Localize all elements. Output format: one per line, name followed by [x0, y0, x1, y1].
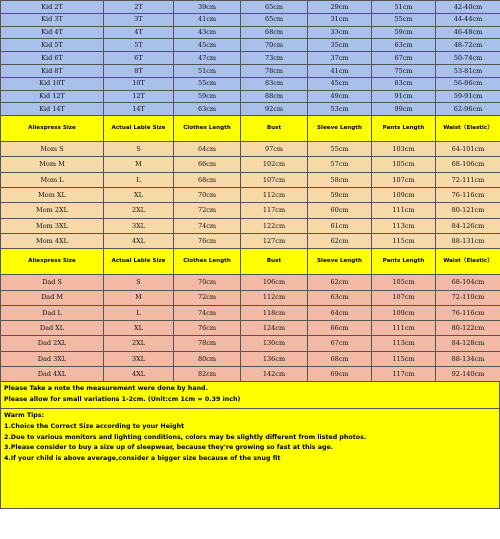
table-cell: 80-121cm [436, 203, 500, 218]
table-cell: S [104, 142, 174, 157]
table-cell: 63cm [372, 39, 436, 52]
kid-row [1, 39, 500, 52]
mom-row [1, 188, 500, 203]
table-cell: 68cm [308, 351, 372, 366]
table-cell: Mom S [1, 142, 104, 157]
column-header: Actual Lable Size [104, 116, 174, 142]
column-header: Actual Lable Size [104, 249, 174, 275]
table-cell: Kid 4T [1, 26, 104, 39]
table-cell: 68-104cm [436, 275, 500, 290]
table-cell: 12T [104, 90, 174, 103]
table-cell: 10T [104, 77, 174, 90]
table-cell: 107cm [241, 172, 308, 187]
table-cell: XL [104, 321, 174, 336]
table-cell: 117cm [372, 367, 436, 382]
dad-row [1, 351, 500, 366]
mom-row [1, 172, 500, 187]
table-cell: L [104, 305, 174, 320]
table-cell: 118cm [241, 305, 308, 320]
table-cell: 6T [104, 52, 174, 65]
table-cell: 45cm [174, 39, 241, 52]
table-cell: 65cm [241, 1, 308, 14]
table-cell: 55cm [308, 142, 372, 157]
table-cell: 105cm [372, 275, 436, 290]
table-cell: 76-116cm [436, 188, 500, 203]
table-cell: 65cm [241, 13, 308, 26]
table-cell: 84-128cm [436, 336, 500, 351]
table-cell: 109cm [372, 188, 436, 203]
table-cell: S [104, 275, 174, 290]
warm-tips [0, 409, 500, 509]
table-cell: 105cm [372, 157, 436, 172]
table-cell: 61cm [308, 218, 372, 233]
table-cell: 44-44cm [436, 13, 500, 26]
table-cell: 72-110cm [436, 290, 500, 305]
table-cell: Kid 8T [1, 64, 104, 77]
warm-tip-2: 2.Due to various monitors and lighting conditions, colors may be slightly different from listed photos. [4, 433, 367, 441]
table-cell: Dad S [1, 275, 104, 290]
table-cell: 117cm [241, 203, 308, 218]
size-table-body [1, 1, 500, 382]
table-cell: Dad L [1, 305, 104, 320]
dad-row [1, 305, 500, 320]
table-cell: Kid 6T [1, 52, 104, 65]
warm-tip-4: 4.If your child is above average,consider a bigger size because of the snug fit [4, 454, 281, 462]
table-cell: 75cm [372, 64, 436, 77]
table-cell: Kid 10T [1, 77, 104, 90]
dad-row [1, 290, 500, 305]
table-cell: 42-40cm [436, 1, 500, 14]
table-cell: 68cm [241, 26, 308, 39]
column-header: Clothes Length [174, 249, 241, 275]
table-cell: 70cm [241, 39, 308, 52]
table-cell: L [104, 172, 174, 187]
table-cell: 2T [104, 1, 174, 14]
table-cell: Kid 3T [1, 13, 104, 26]
table-cell: Dad M [1, 290, 104, 305]
table-cell: 74cm [174, 305, 241, 320]
kid-row [1, 77, 500, 90]
table-cell: 109cm [372, 305, 436, 320]
table-cell: 53cm [308, 103, 372, 116]
table-cell: 115cm [372, 351, 436, 366]
table-cell: Kid 5T [1, 39, 104, 52]
table-cell: 67cm [372, 52, 436, 65]
table-cell: 55cm [174, 77, 241, 90]
table-cell: 73cm [241, 52, 308, 65]
column-header: Bust [241, 116, 308, 142]
table-cell: 124cm [241, 321, 308, 336]
table-cell: 66cm [308, 321, 372, 336]
table-cell: 102cm [241, 157, 308, 172]
table-cell: 4XL [104, 367, 174, 382]
table-cell: 57cm [308, 157, 372, 172]
table-cell: Mom 4XL [1, 233, 104, 248]
table-cell: 63cm [174, 103, 241, 116]
warm-tips-title: Warm Tips: [4, 412, 45, 420]
table-cell: Dad 3XL [1, 351, 104, 366]
table-cell: 43cm [174, 26, 241, 39]
dad-row [1, 321, 500, 336]
table-cell: 69cm [308, 367, 372, 382]
table-cell: 41cm [308, 64, 372, 77]
table-cell: 4XL [104, 233, 174, 248]
table-cell: 107cm [372, 290, 436, 305]
table-cell: M [104, 290, 174, 305]
table-cell: Mom M [1, 157, 104, 172]
table-cell: 3XL [104, 351, 174, 366]
table-cell: 92cm [241, 103, 308, 116]
table-cell: 83cm [372, 77, 436, 90]
table-cell: 106cm [241, 275, 308, 290]
table-cell: 76cm [174, 321, 241, 336]
table-cell: 78cm [241, 64, 308, 77]
table-cell: 68cm [174, 172, 241, 187]
table-cell: 80cm [174, 351, 241, 366]
table-cell: 47cm [174, 52, 241, 65]
table-cell: 70cm [174, 275, 241, 290]
table-cell: 111cm [372, 321, 436, 336]
table-cell: 33cm [308, 26, 372, 39]
mom-row [1, 157, 500, 172]
table-cell: 62-96cm [436, 103, 500, 116]
table-cell: 51cm [174, 64, 241, 77]
table-cell: 74cm [174, 218, 241, 233]
table-cell: Dad 4XL [1, 367, 104, 382]
table-cell: 112cm [241, 188, 308, 203]
table-cell: Kid 2T [1, 1, 104, 14]
table-cell: 142cm [241, 367, 308, 382]
table-cell: 103cm [372, 142, 436, 157]
column-header: Sleeve Length [308, 116, 372, 142]
table-cell: 72cm [174, 203, 241, 218]
table-cell: 3T [104, 13, 174, 26]
table-cell: 48-72cm [436, 39, 500, 52]
table-cell: 112cm [241, 290, 308, 305]
table-cell: 88cm [241, 90, 308, 103]
table-cell: 59cm [174, 90, 241, 103]
column-header: Sleeve Length [308, 249, 372, 275]
table-cell: 113cm [372, 218, 436, 233]
table-cell: 130cm [241, 336, 308, 351]
table-cell: 3XL [104, 218, 174, 233]
table-cell: 5T [104, 39, 174, 52]
table-cell: 39cm [174, 1, 241, 14]
table-cell: 127cm [241, 233, 308, 248]
table-cell: 59-91cm [436, 90, 500, 103]
table-cell: 136cm [241, 351, 308, 366]
table-cell: 92-140cm [436, 367, 500, 382]
column-header: Clothes Length [174, 116, 241, 142]
table-cell: 64-101cm [436, 142, 500, 157]
table-cell: 56-86cm [436, 77, 500, 90]
note-line-1: Please Take a note the measurement were done by hand. [4, 385, 208, 393]
kid-row [1, 1, 500, 14]
table-cell: Mom XL [1, 188, 104, 203]
dad-row [1, 336, 500, 351]
dad-row [1, 367, 500, 382]
table-cell: 115cm [372, 233, 436, 248]
table-cell: Kid 14T [1, 103, 104, 116]
table-cell: 107cm [372, 172, 436, 187]
table-cell: 66cm [174, 157, 241, 172]
table-cell: 53-81cm [436, 64, 500, 77]
kid-row [1, 90, 500, 103]
table-cell: 8T [104, 64, 174, 77]
kid-row [1, 13, 500, 26]
table-cell: M [104, 157, 174, 172]
table-cell: Dad XL [1, 321, 104, 336]
column-header: Waist（Elastic） [436, 116, 500, 142]
table-cell: 2XL [104, 336, 174, 351]
mom-row [1, 203, 500, 218]
table-cell: 70cm [174, 188, 241, 203]
table-cell: 113cm [372, 336, 436, 351]
table-cell: 62cm [308, 233, 372, 248]
table-cell: 35cm [308, 39, 372, 52]
warm-tip-1: 1.Choice the Correct Size according to your Height [4, 422, 185, 430]
table-cell: 83cm [241, 77, 308, 90]
table-cell: 45cm [308, 77, 372, 90]
table-cell: Mom 3XL [1, 218, 104, 233]
mom-header-row [1, 116, 500, 142]
table-cell: 51cm [372, 1, 436, 14]
column-header: Bust [241, 249, 308, 275]
table-cell: 59cm [308, 188, 372, 203]
table-cell: Mom L [1, 172, 104, 187]
dad-row [1, 275, 500, 290]
table-cell: 46-48cm [436, 26, 500, 39]
table-cell: 78cm [174, 336, 241, 351]
table-cell: 68-106cm [436, 157, 500, 172]
mom-row [1, 218, 500, 233]
table-cell: 50-74cm [436, 52, 500, 65]
table-cell: 60cm [308, 203, 372, 218]
table-cell: Mom 2XL [1, 203, 104, 218]
table-cell: 63cm [308, 290, 372, 305]
mom-row [1, 233, 500, 248]
table-cell: 80-122cm [436, 321, 500, 336]
kid-row [1, 64, 500, 77]
dad-header-row [1, 249, 500, 275]
table-cell: Kid 12T [1, 90, 104, 103]
table-cell: 111cm [372, 203, 436, 218]
table-cell: 97cm [241, 142, 308, 157]
mom-row [1, 142, 500, 157]
table-cell: 99cm [372, 103, 436, 116]
table-cell: 72cm [174, 290, 241, 305]
warm-tip-3: 3.Please consider to buy a size up of sleepwear, because they're growing so fast at this age. [4, 444, 334, 452]
table-cell: 64cm [308, 305, 372, 320]
column-header: Pants Length [372, 249, 436, 275]
table-cell: 88-131cm [436, 233, 500, 248]
column-header: Aliexpress Size [1, 249, 104, 275]
table-cell: 88-134cm [436, 351, 500, 366]
kid-row [1, 103, 500, 116]
table-cell: XL [104, 188, 174, 203]
table-cell: 67cm [308, 336, 372, 351]
kid-row [1, 26, 500, 39]
column-header: Waist（Elastic） [436, 249, 500, 275]
kid-row [1, 52, 500, 65]
table-cell: 122cm [241, 218, 308, 233]
table-cell: 31cm [308, 13, 372, 26]
column-header: Pants Length [372, 116, 436, 142]
table-cell: 55cm [372, 13, 436, 26]
table-cell: 62cm [308, 275, 372, 290]
table-cell: 29cm [308, 1, 372, 14]
table-cell: Dad 2XL [1, 336, 104, 351]
table-cell: 2XL [104, 203, 174, 218]
table-cell: 64cm [174, 142, 241, 157]
table-cell: 59cm [372, 26, 436, 39]
table-cell: 84-126cm [436, 218, 500, 233]
table-cell: 58cm [308, 172, 372, 187]
table-cell: 72-111cm [436, 172, 500, 187]
table-cell: 4T [104, 26, 174, 39]
table-cell: 91cm [372, 90, 436, 103]
table-cell: 82cm [174, 367, 241, 382]
table-cell: 37cm [308, 52, 372, 65]
column-header: Aliexpress Size [1, 116, 104, 142]
table-cell: 14T [104, 103, 174, 116]
table-cell: 76cm [174, 233, 241, 248]
table-cell: 41cm [174, 13, 241, 26]
measurement-note [0, 382, 500, 409]
note-line-2: Please allow for small variations 1-2cm. (Unit:cm 1cm = 0.39 inch) [4, 395, 241, 403]
table-cell: 76-116cm [436, 305, 500, 320]
table-cell: 49cm [308, 90, 372, 103]
